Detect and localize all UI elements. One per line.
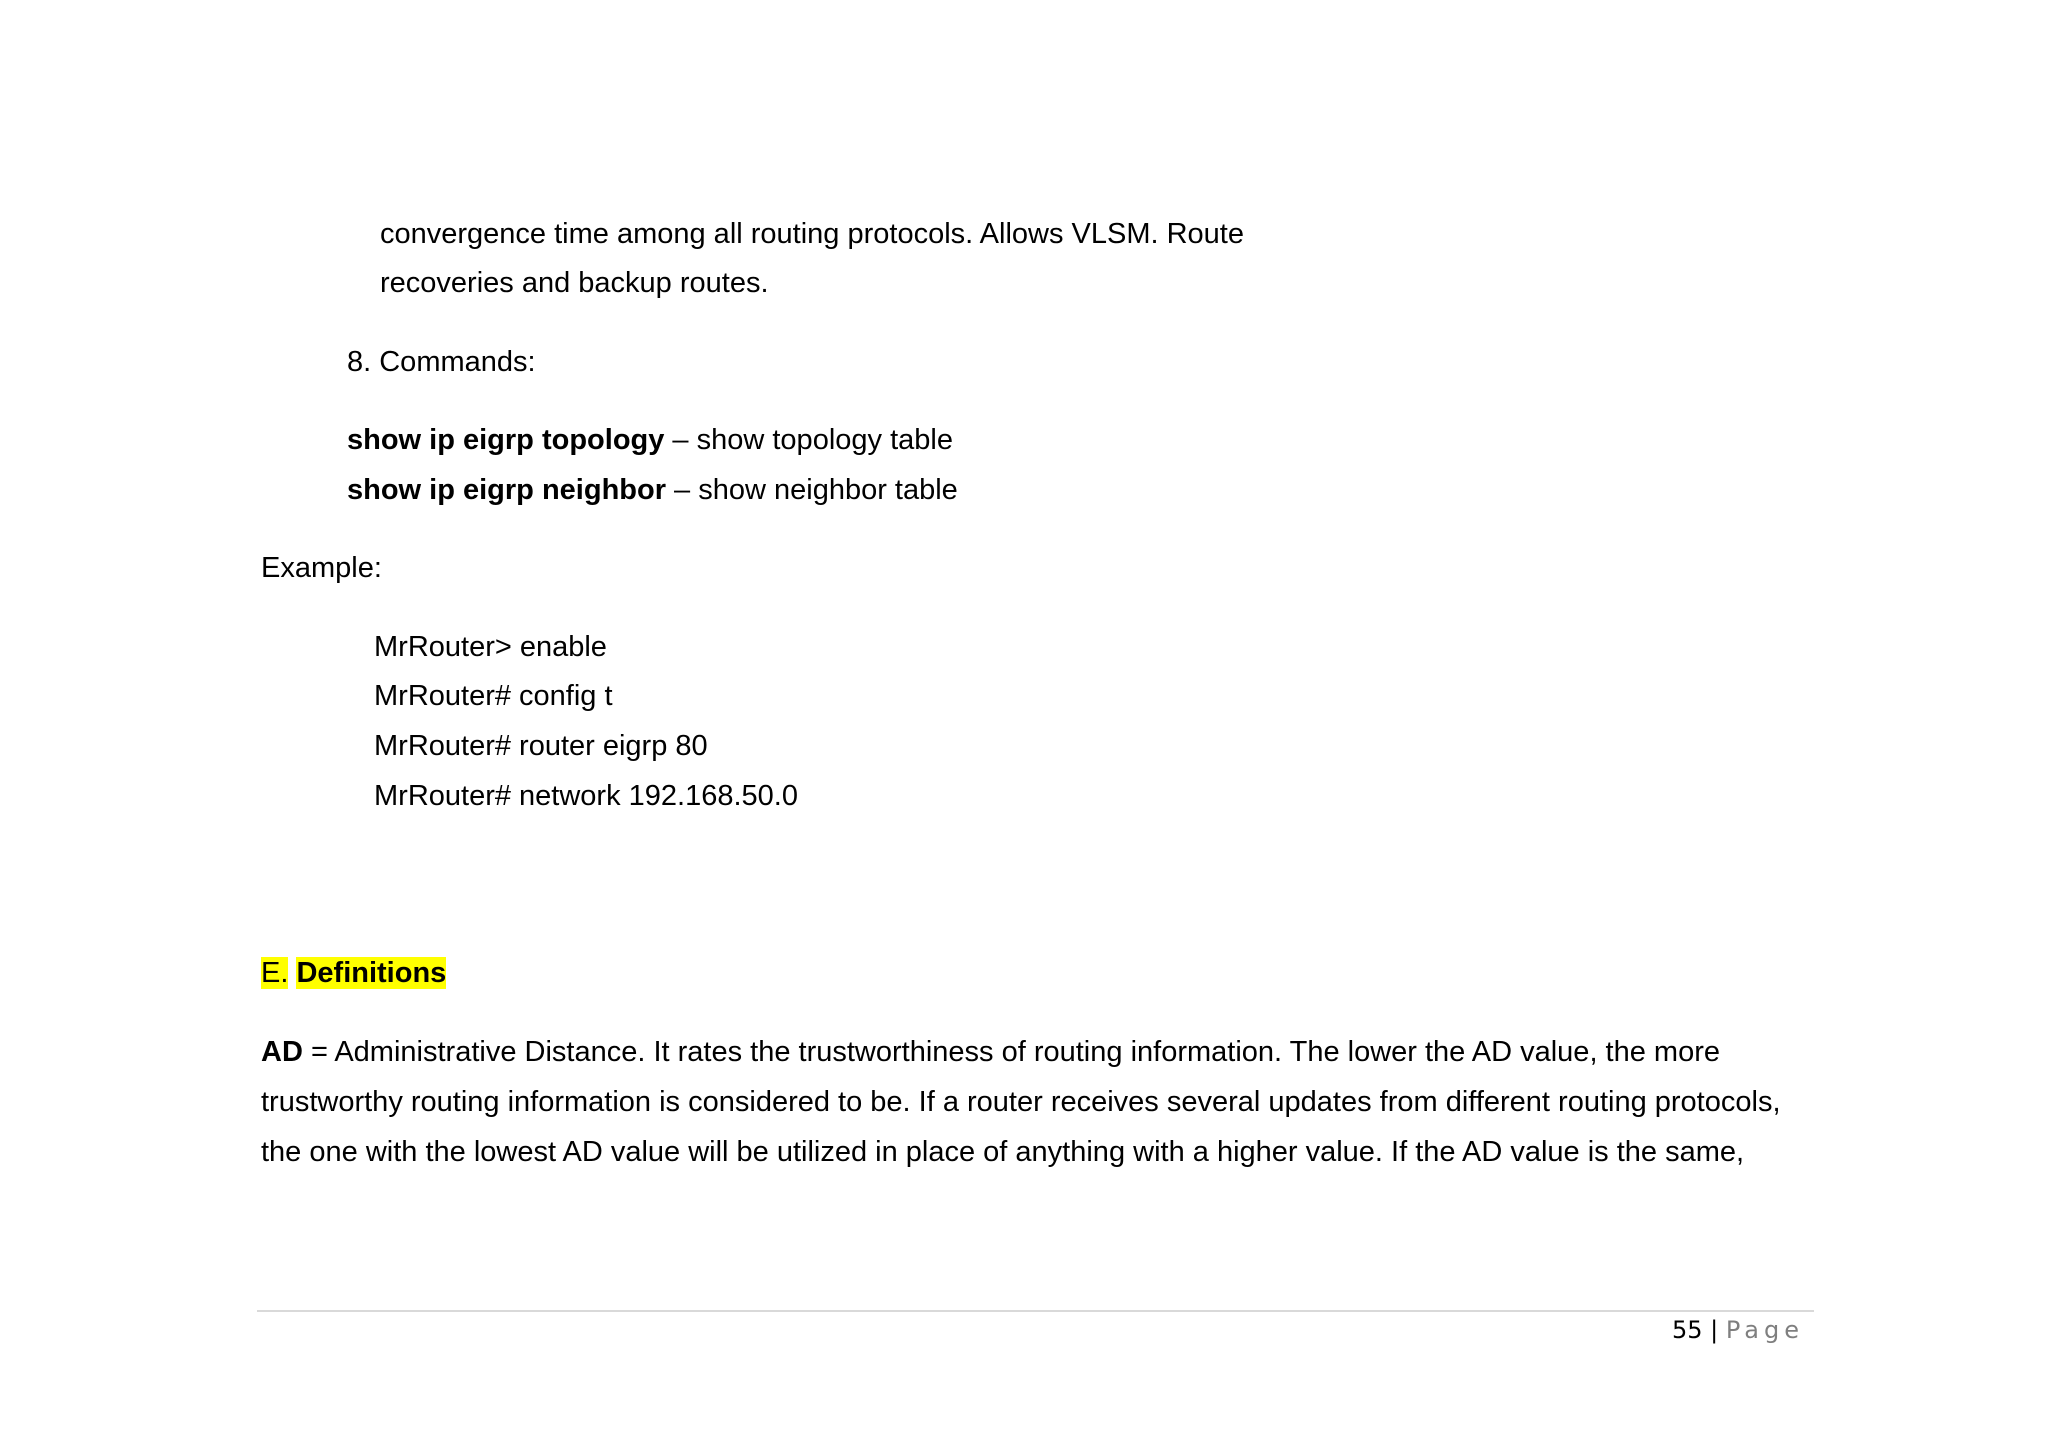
command-name: show ip eigrp topology	[347, 424, 665, 456]
page-label: Page	[1725, 1316, 1804, 1344]
section-7-continuation-line-1: convergence time among all routing protocols. Allows VLSM. Route	[380, 218, 1244, 250]
definition-ad-line-2: trustworthy routing information is considered to be. If a router receives several updates from different routing protocols,	[261, 1086, 1781, 1118]
example-code-line: MrRouter# network 192.168.50.0	[374, 780, 798, 812]
definition-ad-line-3: the one with the lowest AD value will be utilized in place of anything with a higher value. If the AD value is the same,	[261, 1136, 1745, 1168]
commands-heading: 8. Commands:	[347, 346, 536, 378]
footer-separator: |	[1710, 1316, 1719, 1344]
command-name: show ip eigrp neighbor	[347, 474, 666, 506]
command-description: – show topology table	[664, 424, 953, 456]
page-footer	[1672, 1312, 1804, 1348]
example-code-line: MrRouter> enable	[374, 631, 607, 663]
definitions-heading-title: Definitions	[296, 957, 447, 989]
page-number: 55	[1671, 1316, 1703, 1344]
command-description: – show neighbor table	[666, 474, 958, 506]
definition-text: = Administrative Distance. It rates the trustworthiness of routing information. The lower the AD value, the more	[302, 1036, 1720, 1068]
example-label: Example:	[261, 552, 382, 584]
example-code-line: MrRouter# router eigrp 80	[374, 730, 708, 762]
command-item	[347, 472, 958, 508]
definitions-heading-prefix: E.	[261, 957, 289, 989]
section-7-continuation-line-2: recoveries and backup routes.	[380, 267, 769, 299]
example-code-line: MrRouter# config t	[374, 680, 613, 712]
footer-divider	[257, 1310, 1814, 1312]
definition-ad-line-1	[261, 1034, 1720, 1070]
definition-term: AD	[261, 1036, 303, 1068]
definitions-heading	[261, 955, 446, 991]
command-item	[347, 422, 953, 458]
